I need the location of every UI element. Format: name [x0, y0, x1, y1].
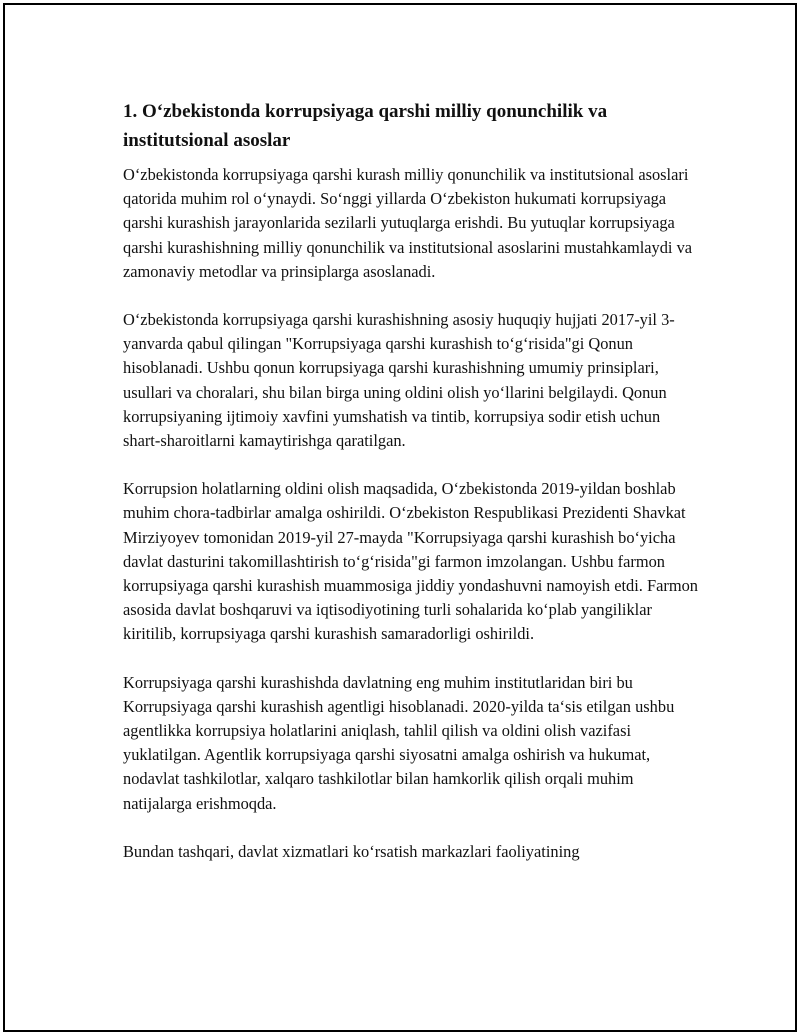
section-heading: 1. O‘zbekistonda korrupsiyaga qarshi milliy qonunchilik va institutsional asoslar [123, 101, 608, 151]
document-page [3, 3, 797, 1032]
paragraph-1: O‘zbekistonda korrupsiyaga qarshi kurash milliy qonunchilik va institutsional asoslari qatorida muhim rol o‘ynaydi. So‘nggi yillarda O‘zbekiston hukumati korrupsiyaga qarshi kurashish jarayonlarida sezilarli yutuqlarga erishdi. Bu yutuqlar korrupsiyaga qarshi kurashishning milliy qonunchilik va institutsional asoslarini mustahkamlaydi va zamonaviy metodlar va prinsiplarga asoslanadi. [123, 165, 693, 281]
paragraph-2: O‘zbekistonda korrupsiyaga qarshi kurashishning asosiy huquqiy hujjati 2017-yil 3-yanvarda qabul qilingan "Korrupsiyaga qarshi kurashish to‘g‘risida"gi Qonun hisoblanadi. Ushbu qonun korrupsiyaga qarshi kurashishning umumiy prinsiplari, usullari va choralari, shu bilan birga uning oldini olish yo‘llarini belgilaydi. Qonun korrupsiyaning ijtimoiy xavfini yumshatish va tintib, korrupsiya sodir etish uchun shart-sharoitlarni kamaytirishga qaratilgan. [123, 310, 675, 451]
document-body [123, 97, 698, 888]
paragraph-5: Bundan tashqari, davlat xizmatlari ko‘rsatish markazlari faoliyatining [123, 841, 580, 861]
paragraph-4: Korrupsiyaga qarshi kurashishda davlatning eng muhim institutlaridan biri bu Korrupsiyaga qarshi kurashish agentligi hisoblanadi. 2020-yilda ta‘sis etilgan ushbu agentlikka korrupsiya holatlarini aniqlash, tahlil qilish va oldini olish vazifasi yuklatilgan. Agentlik korrupsiyaga qarshi siyosatni amalga oshirish va hukumat, nodavlat tashkilotlar, xalqaro tashkilotlar bilan hamkorlik qilish orqali muhim natijalarga erishmoqda. [123, 672, 675, 813]
paragraph-3: Korrupsion holatlarning oldini olish maqsadida, O‘zbekistonda 2019-yildan boshlab muhim chora-tadbirlar amalga oshirildi. O‘zbekiston Respublikasi Prezidenti Shavkat Mirziyoyev tomonidan 2019-yil 27-mayda "Korrupsiyaga qarshi kurashish bo‘yicha davlat dasturini takomillashtirish to‘g‘risida"gi farmon imzolangan. Ushbu farmon korrupsiyaga qarshi kurashish muammosiga jiddiy yondashuvni namoyish etdi. Farmon asosida davlat boshqaruvi va iqtisodiyotining turli sohalarida ko‘plab yangiliklar kiritilib, korrupsiyaga qarshi kurashish samaradorligi oshirildi. [123, 479, 698, 644]
